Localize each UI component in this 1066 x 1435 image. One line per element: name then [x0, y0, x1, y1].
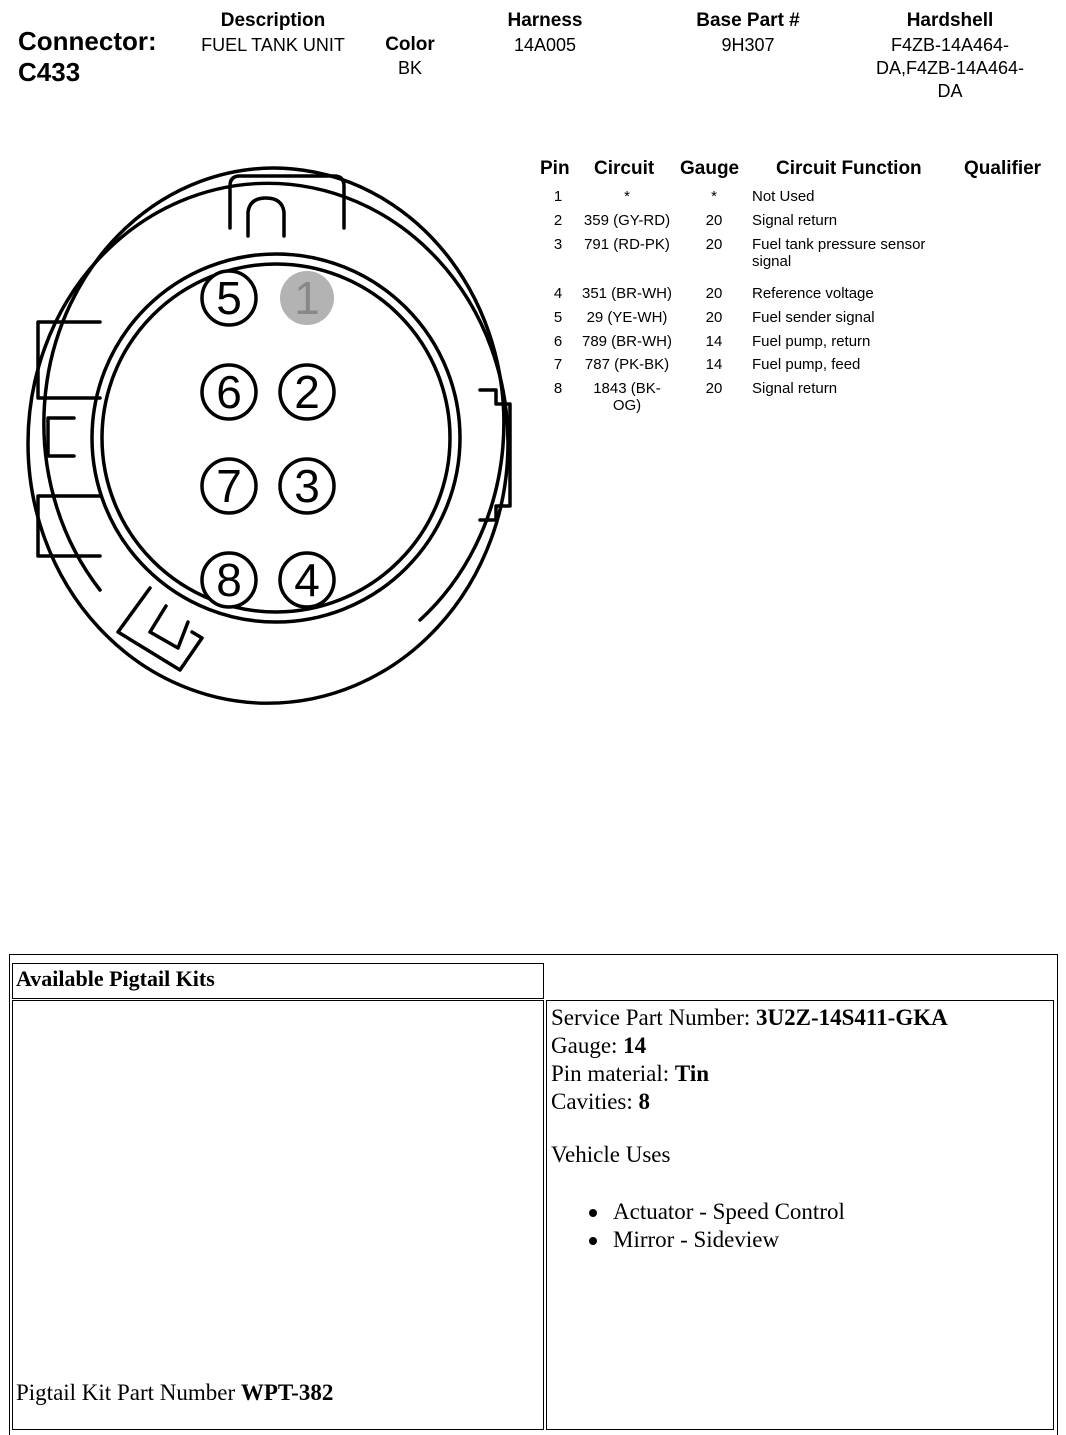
pin-cell: 2 [553, 212, 563, 229]
pigtail-kit-value: WPT-382 [240, 1380, 334, 1405]
pin-cell: 5 [553, 309, 563, 326]
gauge-cell: 14 [705, 333, 723, 350]
circuit-function-cell [752, 188, 952, 205]
gauge-cell: 20 [705, 285, 723, 302]
vehicle-uses-list [587, 1198, 845, 1254]
color-header: Color [385, 34, 435, 55]
base-part-column [668, 8, 828, 57]
circuit-function-text: Reference voltage [752, 285, 874, 302]
pin-number-label: 7 [216, 460, 242, 512]
connector-title [18, 26, 157, 88]
outer-ring [44, 168, 504, 620]
bottom-key-inner [150, 606, 188, 648]
circuit-function-cell [752, 212, 952, 229]
bullet-icon [589, 1209, 597, 1217]
pin-number-label: 8 [216, 554, 242, 606]
circuit-function-cell [752, 333, 952, 350]
connector-label: Connector: [18, 26, 157, 56]
circuit-function-cell [752, 356, 952, 373]
gauge-label: Gauge: [551, 1033, 624, 1058]
vehicle-uses-heading: Vehicle Uses [551, 1142, 671, 1167]
pin-material-line [551, 1060, 948, 1088]
gauge-cell: 20 [705, 212, 723, 229]
circuit-text: * [624, 188, 630, 205]
circuit-column-header: Circuit [594, 158, 655, 179]
qualifier-column-header: Qualifier [964, 158, 1042, 179]
circuit-cell [576, 333, 678, 350]
circuit-cell [576, 236, 678, 253]
service-part-line [551, 1004, 948, 1032]
outer-shell [28, 183, 508, 703]
gauge-line [551, 1032, 948, 1060]
circuit-function-cell [752, 285, 952, 302]
pin-number-label: 6 [216, 366, 242, 418]
pigtail-image-cell [12, 1000, 544, 1430]
hardshell-column [858, 8, 1042, 103]
circuit-function-cell [752, 309, 952, 326]
circuit-cell [576, 285, 678, 302]
base-part-header: Base Part # [696, 10, 800, 31]
pin-number-label: 2 [294, 366, 320, 418]
service-part-label: Service Part Number: [551, 1005, 757, 1030]
circuit-cell [576, 309, 678, 326]
circuit-function-text: signal [752, 253, 792, 270]
connector-face-diagram [0, 150, 530, 710]
gauge-cell: * [711, 188, 717, 205]
circuit-text: 789 (BR-WH) [581, 333, 672, 350]
pigtail-kit-label: Pigtail Kit Part Number [16, 1380, 241, 1405]
cavities-label: Cavities: [551, 1089, 639, 1114]
hardshell-line: DA [937, 81, 963, 101]
pin-cell: 3 [553, 236, 563, 253]
harness-header: Harness [507, 10, 583, 31]
gauge-column-header: Gauge [680, 158, 740, 179]
circuit-text: OG) [612, 397, 642, 414]
circuit-text: 787 (PK-BK) [584, 356, 670, 373]
vehicle-use-text: Actuator - Speed Control [613, 1199, 845, 1224]
circuit-cell [576, 212, 678, 229]
circuit-cell [576, 356, 678, 373]
description-value: FUEL TANK UNIT [201, 35, 345, 55]
circuit-function-text: Fuel tank pressure sensor [752, 236, 926, 253]
top-latch-inner [248, 198, 284, 236]
circuit-function-text: Signal return [752, 212, 838, 229]
circuit-function-cell [752, 236, 952, 270]
pin-number-label: 4 [294, 554, 320, 606]
pin-column-header: Pin [540, 158, 570, 179]
pin-cell: 7 [553, 356, 563, 373]
circuit-text: 791 (RD-PK) [584, 236, 670, 253]
list-item [587, 1226, 845, 1254]
circuit-text: 359 (GY-RD) [583, 212, 671, 229]
pin-cell: 8 [553, 380, 563, 397]
gauge-cell: 14 [705, 356, 723, 373]
circuit-text: 1843 (BK- [593, 380, 661, 397]
hardshell-header: Hardshell [906, 10, 994, 31]
pin-number-label: 5 [216, 272, 242, 324]
pin-material-label: Pin material: [551, 1061, 675, 1086]
pigtail-kit-part-number [16, 1380, 333, 1406]
bullet-icon [589, 1237, 597, 1245]
circuit-function-text: Fuel pump, feed [752, 356, 861, 373]
circuit-function-cell [752, 380, 952, 397]
circuit-cell [576, 380, 678, 414]
hardshell-line: F4ZB-14A464- [890, 35, 1010, 55]
circuit-function-text: Fuel pump, return [752, 333, 871, 350]
circuit-cell [576, 188, 678, 205]
description-column [178, 8, 368, 57]
pin-number-label: 3 [294, 460, 320, 512]
gauge-value: 14 [623, 1033, 647, 1058]
kit-specs [551, 1004, 948, 1116]
vehicle-use-text: Mirror - Sideview [613, 1227, 780, 1252]
circuit-function-text: Not Used [752, 188, 815, 205]
pin-cell: 1 [553, 188, 563, 205]
circuit-function-column-header: Circuit Function [776, 158, 922, 179]
inner-ring-outer [92, 254, 460, 622]
base-part-value: 9H307 [721, 35, 775, 55]
color-value: BK [397, 58, 422, 78]
list-item [587, 1198, 845, 1226]
color-column [368, 32, 452, 80]
pin-material-value: Tin [674, 1061, 710, 1086]
service-part-value: 3U2Z-14S411-GKA [756, 1005, 948, 1030]
pigtail-title: Available Pigtail Kits [16, 966, 215, 991]
gauge-cell: 20 [705, 236, 723, 253]
inner-ring-inner [102, 264, 450, 612]
cavities-value: 8 [638, 1089, 651, 1114]
hardshell-line: DA,F4ZB-14A464- [875, 58, 1025, 78]
harness-column [480, 8, 610, 57]
circuit-text: 29 (YE-WH) [586, 309, 668, 326]
pin-cell: 6 [553, 333, 563, 350]
gauge-cell: 20 [705, 380, 723, 397]
gauge-cell: 20 [705, 309, 723, 326]
circuit-function-text: Signal return [752, 380, 838, 397]
circuit-text: 351 (BR-WH) [581, 285, 672, 302]
left-middle-tab [48, 418, 74, 456]
pin-number-label: 1 [294, 272, 320, 324]
cavities-line [551, 1088, 948, 1116]
pin-cell: 4 [553, 285, 563, 302]
harness-value: 14A005 [513, 35, 577, 55]
circuit-function-text: Fuel sender signal [752, 309, 875, 326]
connector-id: C433 [18, 57, 81, 87]
description-header: Description [220, 10, 326, 31]
